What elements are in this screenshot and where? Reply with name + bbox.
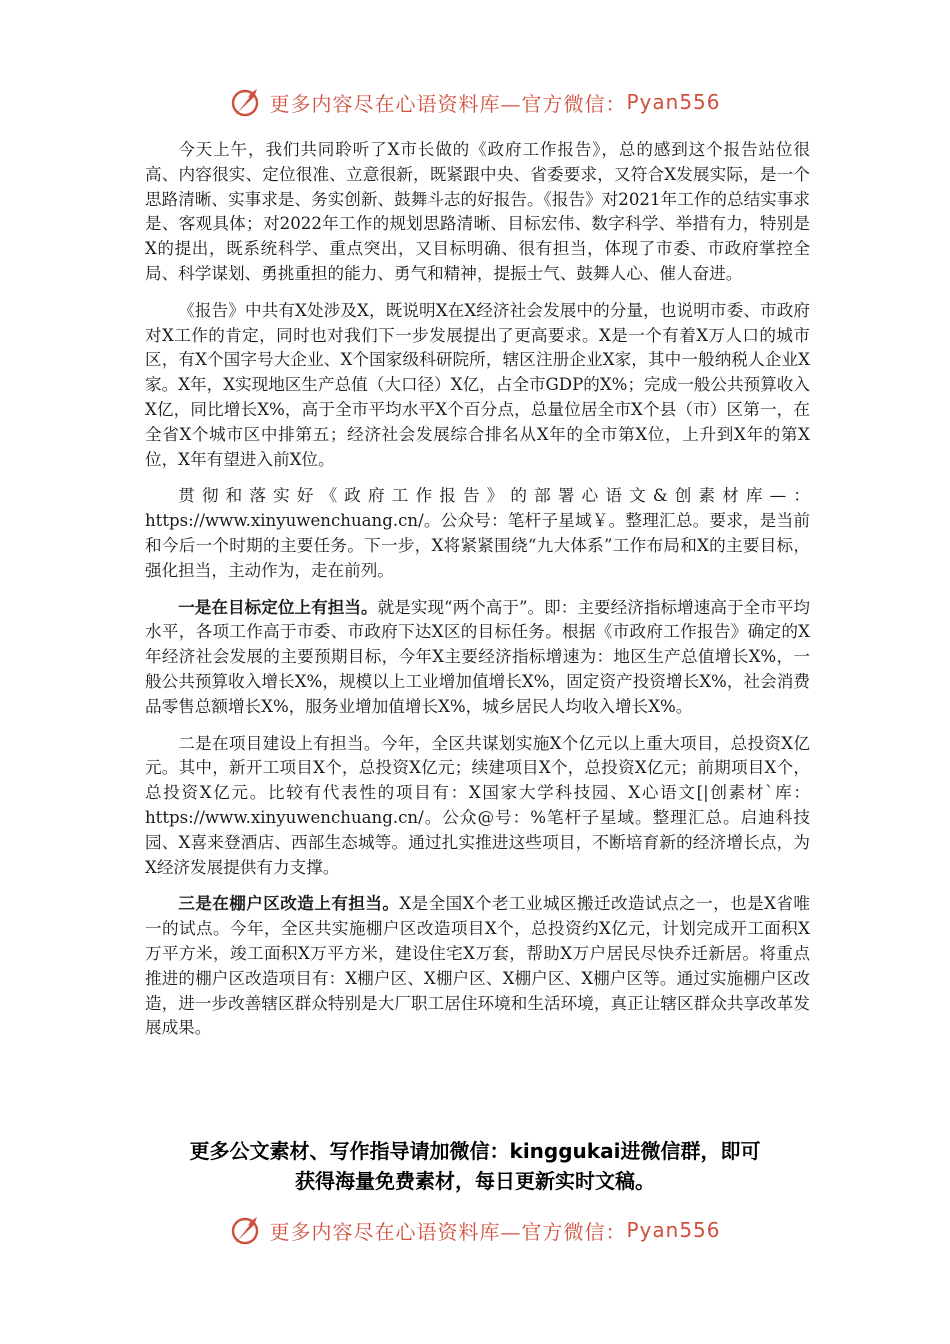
paragraph-6: 三是在棚户区改造上有担当。X是全国X个老工业城区搬迁改造试点之一，也是X省唯一的试点。今年，全区共实施棚户区改造项目X个，总投资约X亿元，计划完成开工面积X万平方米，竣工面积X万平方米，建设住宅X万套，帮助X万户居民尽快乔迁新居。将重点推进的棚户区改造项目有：X棚户区、X棚户区、X棚户区、X棚户区等。通过实施棚户区改造，进一步改善辖区群众特别是大厂职工居住环境和生活环境，真正让辖区群众共享改革发展成果。: [145, 894, 810, 1038]
banner-wechat-id: Pyan556: [626, 1218, 721, 1242]
banner-wechat-id: Pyan556: [626, 90, 721, 114]
paragraph-5: 二是在项目建设上有担当。今年，全区共谋划实施X个亿元以上重大项目，总投资X亿元。其中，新开工项目X个，总投资X亿元；续建项目X个，总投资X亿元；前期项目X个，总投资X亿元。比较有代表性的项目有：X国家大学科技园、X心语文[|创素材`库：https://www.xinyuwenchuang.cn/。公众@号：%笔杆子星域。整理汇总。启迪科技园、X喜来登酒店、西部生态城等。通过扎实推进这些项目，不断培育新的经济增长点，为X经济发展提供有力支撑。: [145, 733, 810, 877]
quill-logo-icon: [229, 1213, 263, 1247]
paragraph-1: 今天上午，我们共同聆听了X市长做的《政府工作报告》，总的感到这个报告站位很高、内容很实、定位很准、立意很新，既紧跟中央、省委要求，又符合X发展实际，是一个思路清晰、实事求是、务实创新、鼓舞斗志的好报告。《报告》对2021年工作的总结实事求是、客观具体；对2022年工作的规划思路清晰、目标宏伟、数字科学、举措有力，特别是X的提出，既系统科学、重点突出，又目标明确、很有担当，体现了市委、市政府掌控全局、科学谋划、勇挑重担的能力、勇气和精神，提振士气、鼓舞人心、催人奋进。: [145, 140, 810, 283]
paragraph-6-heading: 三是在棚户区改造上有担当。: [178, 894, 400, 914]
footer-line-2: 获得海量免费素材，每日更新实时文稿。: [295, 1169, 655, 1193]
banner-text: 更多内容尽在心语资料库—官方微信：: [269, 91, 627, 116]
paragraph-3: 贯彻和落实好《政府工作报告》的部署心语文&创素材库—：https://www.xinyuwenchuang.cn/。公众号：笔杆子星域￥。整理汇总。要求，是当前和今后一个时期的主要任务。下一步，X将紧紧围绕“九大体系”工作布局和X的主要目标，强化担当，主动作为，走在前列。: [145, 486, 810, 580]
footer-notice: [120, 1136, 830, 1196]
quill-logo-icon: [229, 85, 263, 119]
header-banner: [0, 84, 950, 120]
banner-text: 更多内容尽在心语资料库—官方微信：: [269, 1219, 627, 1244]
paragraph-4: 一是在目标定位上有担当。就是实现“两个高于”。即：主要经济指标增速高于全市平均水平，各项工作高于市委、市政府下达X区的目标任务。根据《市政府工作报告》确定的X年经济社会发展的主要预期目标，今年X主要经济指标增速为：地区生产总值增长X%，一般公共预算收入增长X%，规模以上工业增加值增长X%，固定资产投资增长X%，社会消费品零售总额增长X%，服务业增加值增长X%，城乡居民人均收入增长X%。: [145, 597, 811, 716]
article-body: [145, 138, 810, 1053]
footer-banner: [0, 1212, 950, 1248]
footer-line-1: 更多公文素材、写作指导请加微信：kinggukai进微信群，即可: [189, 1139, 761, 1163]
paragraph-4-heading: 一是在目标定位上有担当。: [178, 597, 378, 617]
paragraph-2: 《报告》中共有X处涉及X，既说明X在X经济社会发展中的分量，也说明市委、市政府对X工作的肯定，同时也对我们下一步发展提出了更高要求。X是一个有着X万人口的城市区，有X个国字号大企业、X个国家级科研院所，辖区注册企业X家，其中一般纳税人企业X家。X年，X实现地区生产总值（大口径）X亿，占全市GDP的X%；完成一般公共预算收入X亿，同比增长X%，高于全市平均水平X个百分点，总量位居全市X个县（市）区第一，在全省X个城市区中排第五；经济社会发展综合排名从X年的全市第X位，上升到X年的第X位，X年有望进入前X位。: [145, 300, 810, 469]
